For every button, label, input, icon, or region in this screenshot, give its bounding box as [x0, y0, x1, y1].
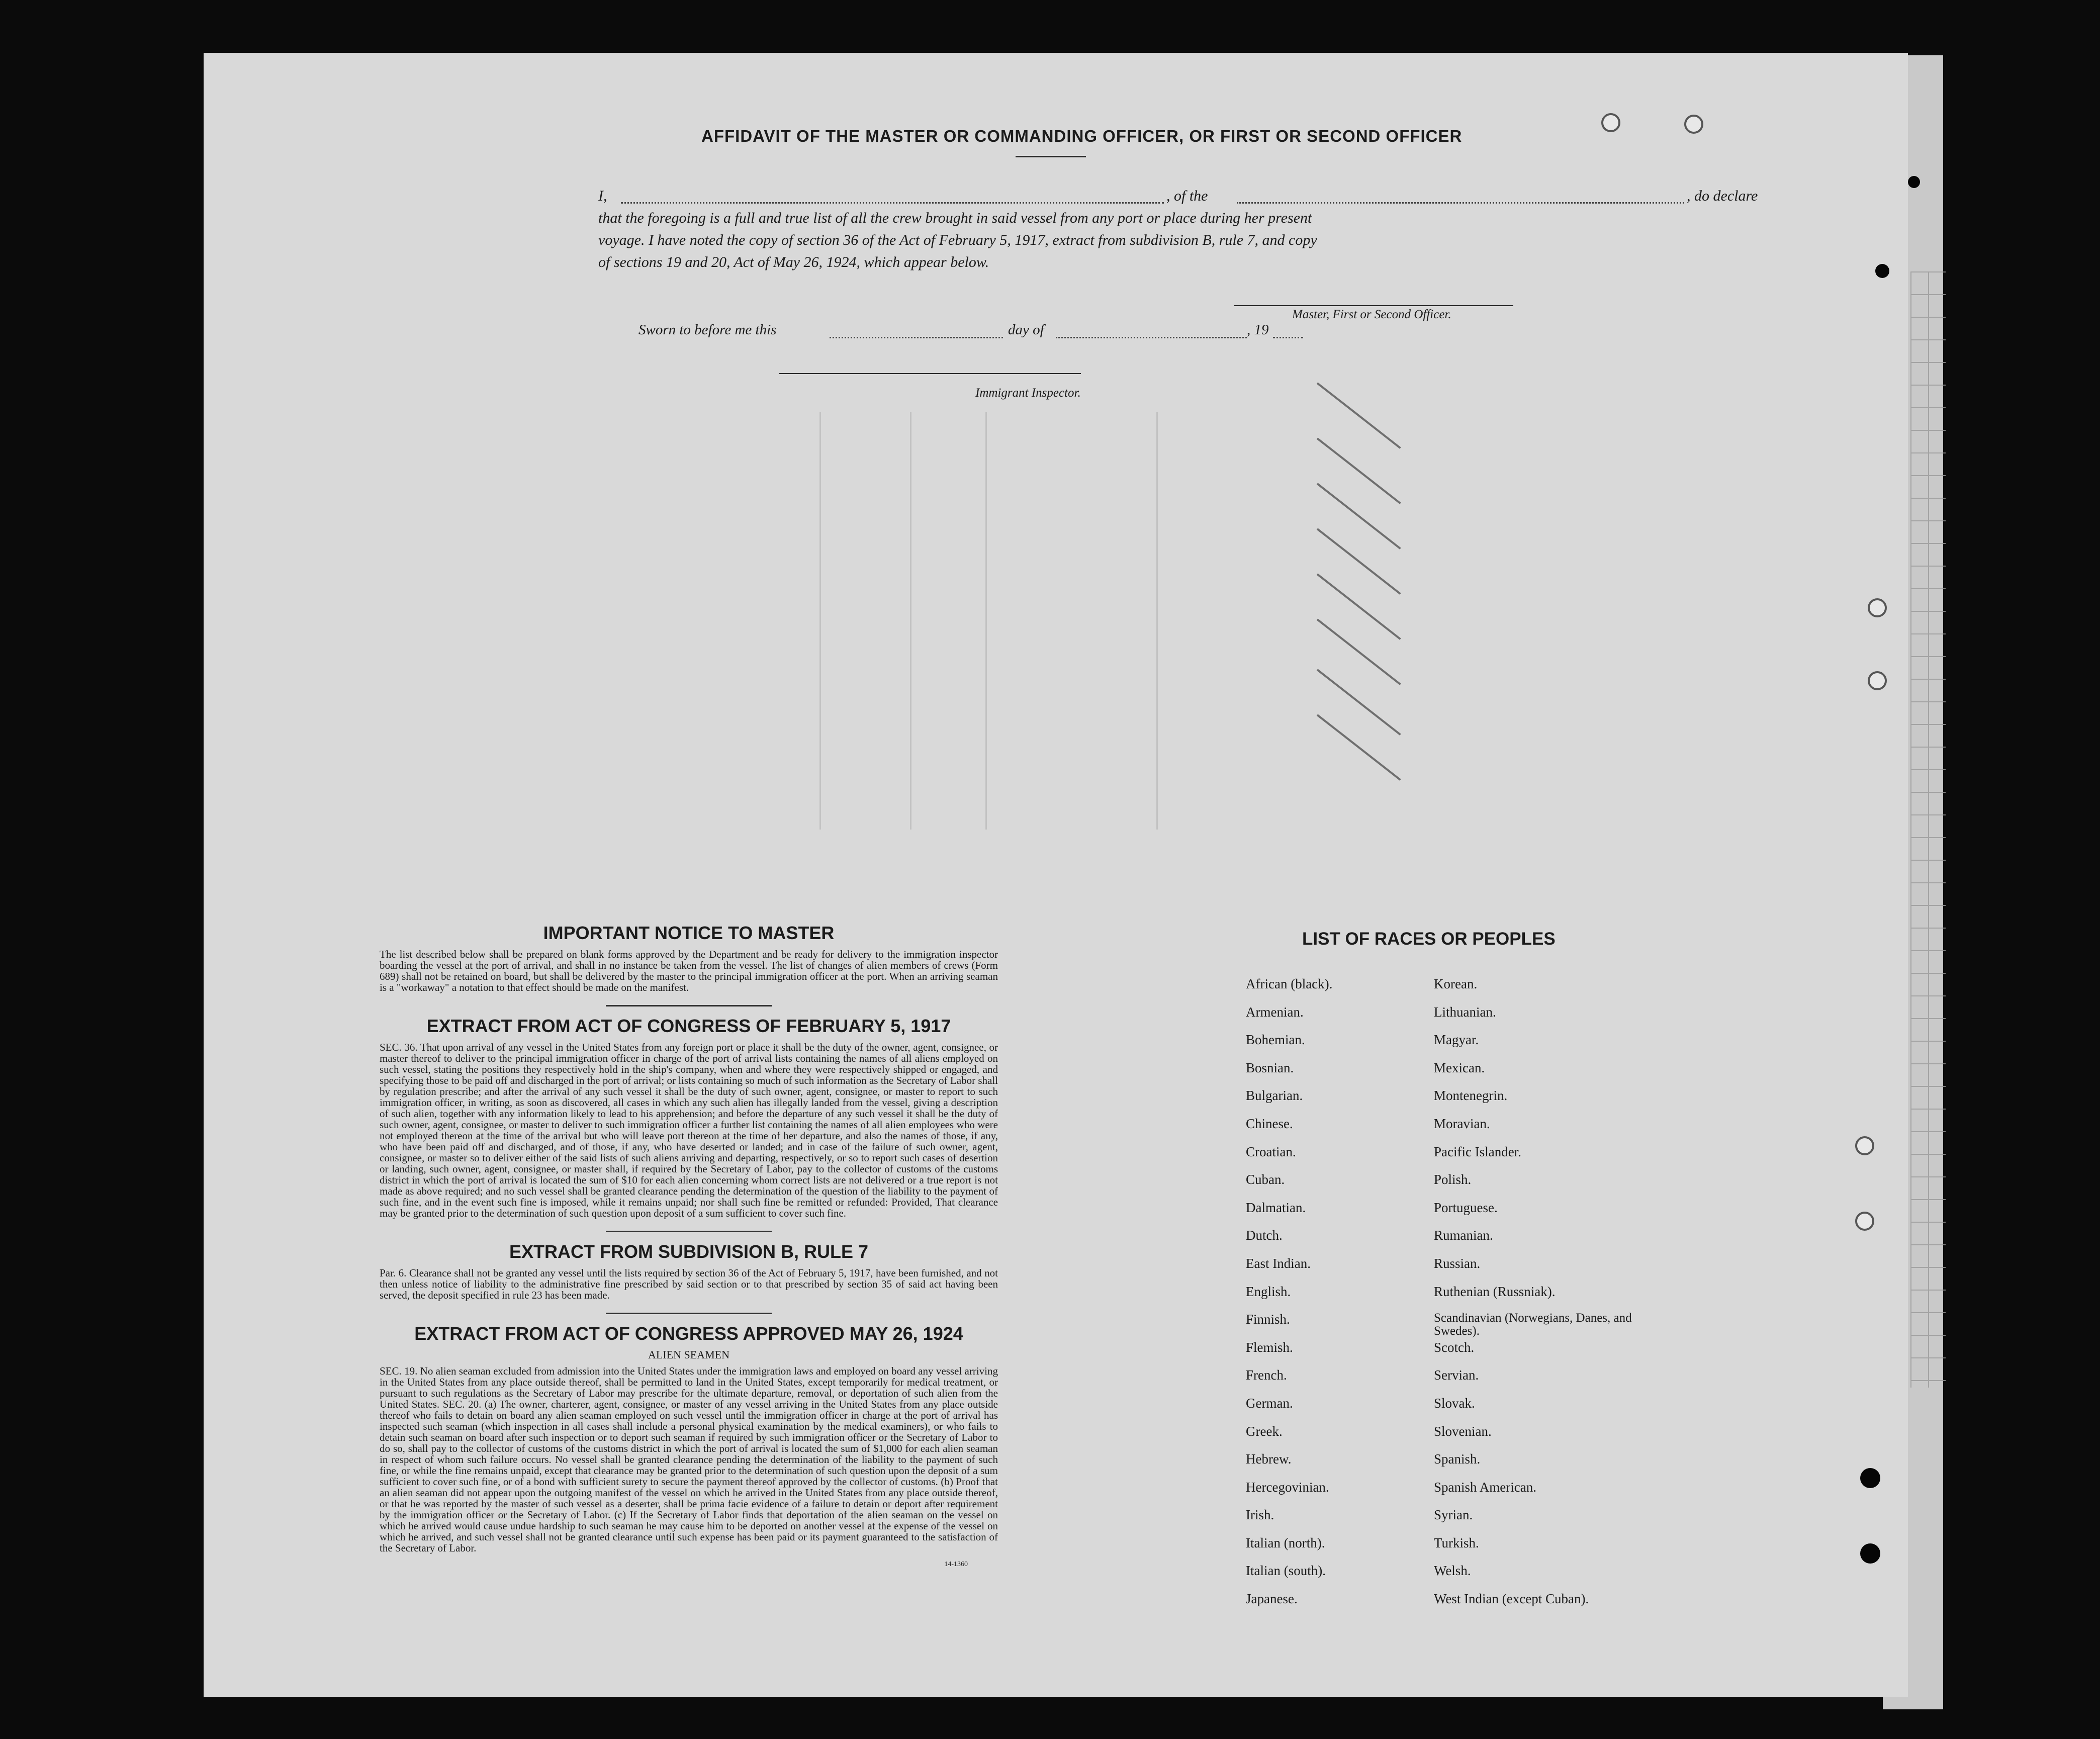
race-entry: Hebrew. [1246, 1451, 1292, 1467]
race-entry: Pacific Islander. [1434, 1144, 1521, 1159]
binder-dot [1860, 1543, 1880, 1564]
binder-dot [1875, 264, 1889, 278]
race-entry: African (black). [1246, 976, 1333, 991]
race-entry: Turkish. [1434, 1535, 1479, 1550]
punch-hole [1601, 113, 1620, 132]
extract-1924-title: EXTRACT FROM ACT OF CONGRESS APPROVED MAY 26, 1924 [414, 1323, 963, 1344]
section-rule [606, 1231, 772, 1232]
race-entry: Lithuanian. [1434, 1004, 1496, 1020]
section-rule [606, 1313, 772, 1314]
race-entry: Magyar. [1434, 1032, 1479, 1048]
race-entry: Chinese. [1246, 1116, 1293, 1131]
sworn-month-field[interactable] [1056, 337, 1247, 338]
signature-line[interactable] [1234, 305, 1513, 306]
extract-1917-title: EXTRACT FROM ACT OF CONGRESS OF FEBRUARY 5, 1917 [426, 1016, 951, 1036]
race-entry: Bulgarian. [1246, 1088, 1303, 1104]
race-entry: Irish. [1246, 1507, 1274, 1523]
race-entry: Spanish. [1434, 1451, 1481, 1467]
race-entry: Slovenian. [1434, 1423, 1492, 1439]
sworn-label: Sworn to before me this [638, 322, 777, 338]
race-entry: Bosnian. [1246, 1060, 1294, 1075]
punch-hole [1868, 598, 1887, 617]
race-entry: Scandinavian (Norwegians, Danes, and Swedes). [1434, 1311, 1632, 1338]
races-title: LIST OF RACES OR PEOPLES [1302, 929, 1556, 949]
race-entry: Scotch. [1434, 1339, 1475, 1355]
inspector-label: Immigrant Inspector. [975, 386, 1081, 400]
race-entry: Montenegrin. [1434, 1088, 1508, 1104]
affidavit-text [598, 185, 1845, 273]
declarant-name-field[interactable] [621, 202, 1164, 204]
year-label: , 19 [1247, 322, 1269, 338]
race-entry: Ruthenian (Russniak). [1434, 1284, 1556, 1299]
punch-hole [1855, 1212, 1874, 1231]
race-entry: French. [1246, 1367, 1287, 1383]
ghost-rule [819, 412, 821, 830]
race-entry: Flemish. [1246, 1339, 1293, 1355]
race-entry: German. [1246, 1395, 1293, 1411]
binder-dot [1908, 176, 1920, 188]
race-entry: Moravian. [1434, 1116, 1490, 1131]
races-right-column [1434, 976, 1645, 1619]
race-entry: English. [1246, 1284, 1291, 1299]
race-entry: Croatian. [1246, 1144, 1296, 1159]
left-notices [380, 923, 998, 1569]
race-entry: Korean. [1434, 976, 1478, 991]
rule-7-body: Par. 6. Clearance shall not be granted any vessel until the lists required by section 36 of the Act of February 5, 1917, have been furnished, and not then unless notice of liability to the administrative fine prescribed by said section or to that prescribed by section 35 of said act having been served, the deposit specified in rule 23 has been made. [380, 1267, 998, 1301]
alien-seamen-subtitle: ALIEN SEAMEN [648, 1348, 729, 1361]
section-rule [606, 1005, 772, 1006]
race-entry: Italian (south). [1246, 1563, 1326, 1579]
extract-1917-body: SEC. 36. That upon arrival of any vessel in the United States from any foreign port or place it shall be the duty of the owner, agent, consignee, or master thereof to deliver to the principal immigration officer in charge of the port of arrival lists containing the names of all aliens employed on such vessel, stating the positions they respectively hold in the ship's company, when and where they were respectively shipped or engaged, and specifying those to be paid off and discharged in the port of arrival; or lists containing so much of such information as the Secretary of Labor shall by regulation prescribe; and after the arrival of any such vessel it shall be the duty of such owner, agent, consignee, or master to report to such immigration officer, in writing, as soon as discovered, all cases in which any such alien has illegally landed from the vessel, giving a description of such alien, together with any information likely to lead to his apprehension; and before the departure of any such vessel it shall be the duty of such owner, agent, consignee, or master to deliver to such immigration officer a further list containing the names of all alien employees who were not employed thereon at the time of the arrival but who will leave port thereon at the time of her departure, and also the names of those, if any, who have been paid off and discharged, and of those, if any, who have deserted or landed; and in case of the failure of such owner, agent, consignee, or master so to deliver either of the said lists of such aliens arriving and departing, respectively, or so to report such cases of desertion or landing, such owner, agent, consignee, or master shall, if required by the Secretary of Labor, pay to the collector of customs of the customs district in which the port of arrival is located the sum of $10 for each alien concerning whom correct lists are not delivered or a true report is not made as above required; and no such vessel shall be granted clearance pending the determination of the question of the liability to the payment of such fine, and in the event such fine is imposed, while it remains unpaid; nor shall such fine be remitted or refunded: Provided, That clearance may be granted prior to the determination of such question upon deposit of a sum sufficient to cover such fine. [380, 1041, 998, 1219]
punch-hole [1855, 1136, 1874, 1155]
race-entry: Cuban. [1246, 1172, 1285, 1187]
punch-hole [1684, 115, 1703, 134]
race-entry: Servian. [1434, 1367, 1479, 1383]
race-entry: Japanese. [1246, 1591, 1298, 1607]
sworn-day-field[interactable] [830, 337, 1003, 338]
of-the-label: , of the [1166, 188, 1208, 204]
race-entry: Portuguese. [1434, 1200, 1498, 1215]
rule-7-title: EXTRACT FROM SUBDIVISION B, RULE 7 [509, 1241, 869, 1262]
form-number: 14-1360 [944, 1561, 968, 1568]
race-entry: Armenian. [1246, 1004, 1304, 1020]
race-entry: West Indian (except Cuban). [1434, 1591, 1589, 1607]
race-entry: Hercegovinian. [1246, 1479, 1329, 1495]
inspector-signature-line[interactable] [779, 373, 1081, 374]
race-entry: Mexican. [1434, 1060, 1485, 1075]
race-entry: East Indian. [1246, 1255, 1311, 1271]
declarant-prefix: I, [598, 188, 607, 204]
do-declare-label: , do declare [1687, 188, 1758, 204]
ghost-rule [910, 412, 911, 830]
race-entry: Syrian. [1434, 1507, 1473, 1523]
race-entry: Slovak. [1434, 1395, 1475, 1411]
binder-dot [1860, 1468, 1880, 1488]
vessel-name-field[interactable] [1237, 202, 1684, 204]
sworn-line [638, 322, 1317, 342]
ghost-rule [1156, 412, 1158, 830]
notice-body: The list described below shall be prepared on blank forms approved by the Department and be ready for delivery to the immigration inspector boarding the vessel at the port of arrival, and shall in no instance be taken from the vessel. The list of changes of alien members of crews (Form 689) shall not be retained on board, but shall be delivered by the master to the principal immigration officer at the port. When an arriving seaman is a "workaway" a notation to that effect should be made on the manifest. [380, 948, 998, 993]
notice-title: IMPORTANT NOTICE TO MASTER [543, 923, 835, 943]
affidavit-line-4: of sections 19 and 20, Act of May 26, 1924, which appear below. [598, 254, 989, 270]
day-of-label: day of [1008, 322, 1044, 338]
signature-label: Master, First or Second Officer. [1292, 308, 1451, 321]
race-entry: Russian. [1434, 1255, 1481, 1271]
extract-1924-body: SEC. 19. No alien seaman excluded from admission into the United States under the immigration laws and employed on board any vessel arriving in the United States from any place outside thereof, shall be permitted to land in the United States, except temporarily for medical treatment, or pursuant to such regulations as the Secretary of Labor may prescribe for the ultimate departure, removal, or deportation of such alien from the United States. SEC. 20. (a) The owner, charterer, agent, consignee, or master of any vessel arriving in the United States from any place outside thereof who fails to detain on board any alien seaman employed on such vessel until the immigration officer in charge at the port of arrival has inspected such seaman (which inspection in all cases shall include a personal physical examination by the medical examiners), or who fails to detain such seaman on board after such inspection or to deport such seaman if required by such immigration officer or the Secretary of Labor to do so, shall pay to the collector of customs of the customs district in which the port of arrival is located the sum of $1,000 for each alien seaman in respect of whom such failure occurs. No vessel shall be granted clearance pending the determination of the liability to the payment of such fine, or while the fine remains unpaid, except that clearance may be granted prior to the determination of such question upon the deposit of a sum sufficient to cover such fine, or of a bond with sufficient surety to secure the payment thereof approved by the collector of customs. (b) Proof that an alien seaman did not appear upon the outgoing manifest of the vessel on which he arrived in the United States from any place outside thereof, or that he was reported by the master of such vessel as a deserter, shall be prima facie evidence of a failure to detain or deport after requirement by the immigration officer or the Secretary of Labor. (c) If the Secretary of Labor finds that deportation of the alien seaman on the vessel on which he arrived would cause undue hardship to such seaman he may cause him to be deported on another vessel at the expense of the vessel on which he arrived, and such vessel shall not be granted clearance until such expense has been paid or its payment guaranteed to the satisfaction of the Secretary of Labor. [380, 1365, 998, 1554]
race-entry: Finnish. [1246, 1312, 1290, 1327]
title-rule [1016, 156, 1086, 157]
race-entry: Spanish American. [1434, 1479, 1536, 1495]
race-entry: Polish. [1434, 1172, 1472, 1187]
race-entry: Dalmatian. [1246, 1200, 1306, 1215]
race-entry: Bohemian. [1246, 1032, 1305, 1048]
affidavit-line-2: that the foregoing is a full and true list of all the crew brought in said vessel from any port or place during her present [598, 210, 1312, 226]
punch-hole [1868, 671, 1887, 690]
race-entry: Dutch. [1246, 1228, 1283, 1243]
races-left-column [1246, 976, 1332, 1619]
race-entry: Greek. [1246, 1423, 1283, 1439]
underlying-grid [1910, 271, 1946, 1388]
race-entry: Rumanian. [1434, 1228, 1493, 1243]
ghost-rule [985, 412, 987, 830]
sworn-year-field[interactable] [1273, 337, 1303, 338]
race-entry: Italian (north). [1246, 1535, 1325, 1550]
affidavit-title: AFFIDAVIT OF THE MASTER OR COMMANDING OFFICER, OR FIRST OR SECOND OFFICER [701, 127, 1463, 145]
race-entry: Welsh. [1434, 1563, 1471, 1579]
affidavit-line-3: voyage. I have noted the copy of section 36 of the Act of February 5, 1917, extract from subdivision B, rule 7, and copy [598, 232, 1317, 248]
